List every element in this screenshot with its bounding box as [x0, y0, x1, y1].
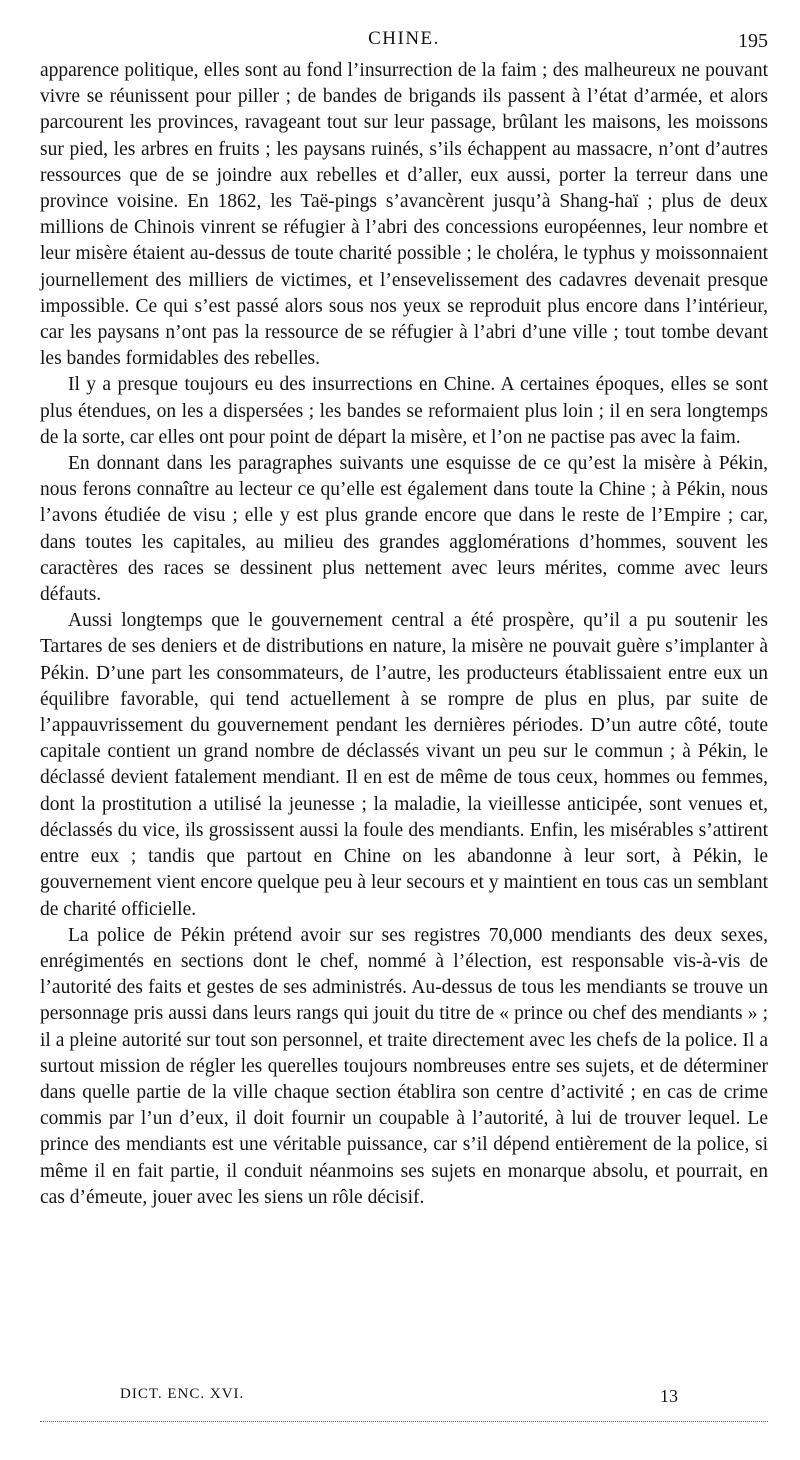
running-head: [40, 24, 768, 58]
paragraph: Aussi longtemps que le gouvernement central a été prospère, qu’il a pu soutenir les Tartares de ses deniers et de distributions en nature, la misère ne pouvait guère s’implanter à Pékin. D’une part les consommateurs, de l’autre, les producteurs établissaient entre eux un équilibre favorable, qui tend actuellement à se rompre de plus en plus, par suite de l’appauvrissement du gouvernement pendant les dernières périodes. D’un autre côté, toute capitale contient un grand nombre de déclassés vivant un peu sur le commun ; à Pékin, le déclassé devient fatalement mendiant. Il en est de même de tous ceux, hommes ou femmes, dont la prostitution a utilisé la jeunesse ; la maladie, la vieillesse anticipée, sont venues et, déclassés du vice, ils grossissent aussi la foule des mendiants. Enfin, les misérables s’attirent entre eux ; tandis que partout en Chine on les abandonne à leur sort, à Pékin, le gouvernement vient encore quelque peu à leur secours et y maintient en tous cas un semblant de charité officielle.: [40, 610, 768, 920]
page-footer: [40, 1386, 768, 1416]
book-page: [40, 24, 768, 1406]
paragraph: En donnant dans les paragraphes suivants une esquisse de ce qu’est la misère à Pékin, nous ferons connaître au lecteur ce qu’elle est également dans toute la Chine ; à Pékin, nous l’avons étudiée de visu ; elle y est plus grande encore que dans le reste de l’Empire ; car, dans toutes les capitales, au milieu des grandes agglomérations d’hommes, souvent les caractères des races se dessinent plus nettement avec leurs mérites, comme avec leurs défauts.: [40, 453, 768, 606]
bottom-rule: [40, 1421, 768, 1422]
page-number: 195: [738, 30, 768, 52]
body-text: [40, 58, 768, 1211]
paragraph: Il y a presque toujours eu des insurrections en Chine. A certaines époques, elles se sont plus étendues, on les a dispersées ; les bandes se reformaient plus loin ; il en sera longtemps de la sorte, car elles ont pour point de départ la misère, et l’on ne pactise pas avec la faim.: [40, 374, 768, 448]
signature-mark: DICT. ENC. XVI.: [120, 1386, 245, 1402]
paragraph: La police de Pékin prétend avoir sur ses registres 70,000 mendiants des deux sexes, enrégimentés en sections dont le chef, nommé à l’élection, est responsable vis-à-vis de l’autorité des faits et gestes de ses administrés. Au-dessus de tous les mendiants se trouve un personnage pris aussi dans leurs rangs qui jouit du titre de « prince ou chef des mendiants » ; il a pleine autorité sur tout son personnel, et traite directement avec les chefs de la police. Il a surtout mission de régler les querelles toujours nombreuses entre ses sujets, et de déterminer dans quelle partie de la ville chaque section établira son centre d’activité ; en cas de crime commis par l’un d’eux, il doit fournir un coupable à l’autorité, à lui de trouver lequel. Le prince des mendiants est une véritable puissance, car s’il dépend entièrement de la police, si même il en fait partie, il conduit néanmoins ses sujets en monarque absolu, et pourrait, en cas d’émeute, jouer avec les siens un rôle décisif.: [40, 924, 768, 1208]
running-title: CHINE.: [368, 28, 440, 49]
paragraph: apparence politique, elles sont au fond l’insurrection de la faim ; des malheureux ne pouvant vivre se réunissent pour piller ; de bandes de brigands ils passent à l’état d’armée, et alors parcourent les provinces, ravageant tout sur leur passage, brûlant les maisons, les moissons sur pied, les arbres en fruits ; les paysans ruinés, s’ils échappent au massacre, n’ont d’autres ressources que de se joindre aux rebelles et d’aller, eux aussi, porter la terreur dans une province voisine. En 1862, les Taë-pings s’avancèrent jusqu’à Shang-haï ; plus de deux millions de Chinois vinrent se réfugier à l’abri des concessions européennes, leur nombre et leur misère étaient au-dessus de toute charité possible ; le choléra, le typhus y moissonnaient journellement des milliers de victimes, et l’ensevelissement des cadavres devenait presque impossible. Ce qui s’est passé alors sous nos yeux se reproduit plus encore dans l’intérieur, car les paysans n’ont pas la ressource de se réfugier à l’abri d’une ville ; tout tombe devant les bandes formidables des rebelles.: [40, 60, 768, 370]
sheet-number: 13: [660, 1386, 678, 1406]
